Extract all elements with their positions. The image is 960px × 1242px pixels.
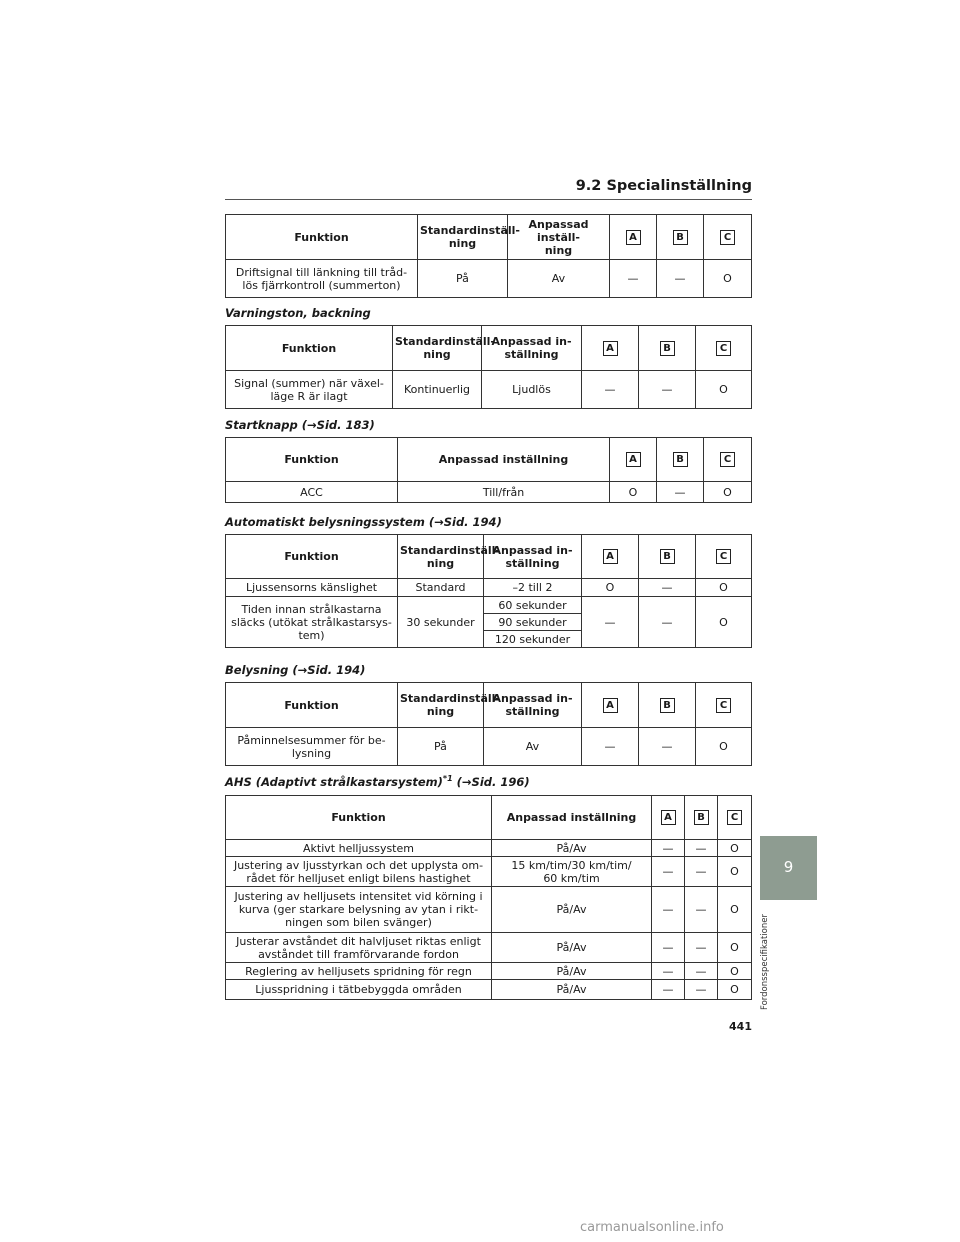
cell-c: O — [696, 597, 752, 648]
cell-c: O — [696, 579, 752, 597]
cell-anpassad: Av — [484, 728, 582, 766]
letter-b-icon: B — [660, 549, 675, 564]
letter-a-icon: A — [626, 230, 641, 245]
cell-standard: På — [418, 260, 508, 298]
cell-funktion: Reglering av helljusets spridning för regn — [226, 963, 492, 980]
col-funktion: Funktion — [226, 683, 398, 728]
col-funktion: Funktion — [226, 535, 398, 579]
cell-a: — — [582, 728, 639, 766]
table-row — [226, 840, 752, 857]
col-anpassad: Anpassad in- ställning — [484, 535, 582, 579]
section-title-text: AHS (Adaptivt strålkastarsystem) — [225, 774, 443, 789]
cell-funktion: Ljusspridning i tätbebyggda områden — [226, 980, 492, 1000]
section-title: Automatiskt belysningssystem (→Sid. 194) — [225, 515, 502, 529]
cell-a: — — [652, 980, 685, 1000]
watermark: carmanualsonline.info — [580, 1220, 724, 1235]
cell-funktion: Driftsignal till länkning till tråd- lös fjärrkontroll (summerton) — [226, 260, 418, 298]
col-anpassad: Anpassad inställning — [492, 796, 652, 840]
col-funktion: Funktion — [226, 215, 418, 260]
cell-anpassad: –2 till 2 — [484, 579, 582, 597]
col-standard: Standardinställ- ning — [398, 535, 484, 579]
cell-b: — — [639, 579, 696, 597]
cell-a: — — [652, 963, 685, 980]
cell-funktion: ACC — [226, 482, 398, 503]
cell-a: — — [652, 933, 685, 963]
cell-funktion: Justering av ljusstyrkan och det upplysta om- rådet för helljuset enligt bilens hastighet — [226, 857, 492, 887]
table-summerton — [225, 214, 752, 298]
cell-standard: På — [398, 728, 484, 766]
cell-funktion: Tiden innan strålkastarna släcks (utökat strålkastarsys- tem) — [226, 597, 398, 648]
table-row — [226, 482, 752, 503]
cell-c: O — [696, 371, 752, 409]
letter-b-icon: B — [660, 341, 675, 356]
footnote-marker: *1 — [442, 774, 453, 783]
cell-anpassad: På/Av — [492, 980, 652, 1000]
cell-b: — — [685, 887, 718, 933]
cell-c: O — [718, 840, 752, 857]
letter-c-icon: C — [727, 810, 742, 825]
cell-option: 120 sekunder — [484, 631, 582, 648]
letter-a-icon: A — [626, 452, 641, 467]
table-startknapp — [225, 437, 752, 503]
cell-standard: Standard — [398, 579, 484, 597]
cell-c: O — [718, 887, 752, 933]
cell-anpassad: 15 km/tim/30 km/tim/ 60 km/tim — [492, 857, 652, 887]
cell-anpassad: Till/från — [398, 482, 610, 503]
col-funktion: Funktion — [226, 326, 393, 371]
cell-b: — — [685, 980, 718, 1000]
cell-c: O — [696, 728, 752, 766]
cell-funktion: Ljussensorns känslighet — [226, 579, 398, 597]
cell-funktion: Aktivt helljussystem — [226, 840, 492, 857]
table-row — [226, 980, 752, 1000]
col-anpassad: Anpassad in- ställning — [484, 683, 582, 728]
cell-funktion: Justering av helljusets intensitet vid körning i kurva (ger starkare belysning av ytan i rikt- ningen som bilen svänger) — [226, 887, 492, 933]
cell-funktion: Signal (summer) när växel- läge R är ilagt — [226, 371, 393, 409]
section-title: Startknapp (→Sid. 183) — [225, 418, 375, 432]
cell-standard: 30 sekunder — [398, 597, 484, 648]
cell-c: O — [718, 980, 752, 1000]
table-row — [226, 597, 752, 614]
col-funktion: Funktion — [226, 796, 492, 840]
letter-b-icon: B — [673, 452, 688, 467]
table-row — [226, 728, 752, 766]
col-standard: Standardinställ- ning — [418, 215, 508, 260]
cell-b: — — [685, 857, 718, 887]
col-standard: Standardinställ- ning — [398, 683, 484, 728]
cell-anpassad: På/Av — [492, 963, 652, 980]
chapter-number: 9 — [783, 858, 794, 876]
section-header: 9.2 Specialinställning — [575, 178, 752, 194]
letter-c-icon: C — [720, 452, 735, 467]
cell-a: O — [582, 579, 639, 597]
cell-a: O — [610, 482, 657, 503]
letter-b-icon: B — [694, 810, 709, 825]
cell-funktion: Påminnelsesummer för be- lysning — [226, 728, 398, 766]
table-row — [226, 371, 752, 409]
cell-a: — — [610, 260, 657, 298]
section-title: Varningston, backning — [225, 306, 371, 320]
col-anpassad: Anpassad inställ- ning — [508, 215, 610, 260]
letter-c-icon: C — [720, 230, 735, 245]
table-ahs — [225, 795, 752, 1000]
header-rule — [225, 199, 752, 200]
letter-a-icon: A — [603, 341, 618, 356]
col-funktion: Funktion — [226, 438, 398, 482]
cell-b: — — [685, 933, 718, 963]
table-row — [226, 963, 752, 980]
col-anpassad: Anpassad inställning — [398, 438, 610, 482]
cell-funktion: Justerar avståndet dit halvljuset riktas enligt avståndet till framförvarande fordon — [226, 933, 492, 963]
cell-anpassad: På/Av — [492, 887, 652, 933]
cell-b: — — [639, 728, 696, 766]
col-anpassad: Anpassad in- ställning — [482, 326, 582, 371]
letter-b-icon: B — [673, 230, 688, 245]
letter-c-icon: C — [716, 549, 731, 564]
table-belysningssystem — [225, 534, 752, 648]
cell-b: — — [657, 260, 704, 298]
cell-a: — — [582, 371, 639, 409]
table-row — [226, 887, 752, 933]
col-standard: Standardinställ- ning — [393, 326, 482, 371]
cell-b: — — [685, 963, 718, 980]
table-row — [226, 260, 752, 298]
cell-anpassad: På/Av — [492, 933, 652, 963]
cell-c: O — [718, 963, 752, 980]
cell-a: — — [652, 857, 685, 887]
cell-option: 60 sekunder — [484, 597, 582, 614]
table-row — [226, 933, 752, 963]
cell-c: O — [704, 482, 752, 503]
cell-anpassad: Av — [508, 260, 610, 298]
table-varningston — [225, 325, 752, 409]
cell-b: — — [657, 482, 704, 503]
table-row — [226, 579, 752, 597]
letter-a-icon: A — [603, 549, 618, 564]
cell-b: — — [685, 840, 718, 857]
cell-c: O — [718, 857, 752, 887]
cell-b: — — [639, 597, 696, 648]
section-title — [225, 774, 530, 789]
cell-a: — — [652, 840, 685, 857]
letter-a-icon: A — [661, 810, 676, 825]
cell-c: O — [704, 260, 752, 298]
cell-b: — — [639, 371, 696, 409]
page-number: 441 — [729, 1020, 752, 1033]
letter-b-icon: B — [660, 698, 675, 713]
section-title-ref: (→Sid. 196) — [452, 774, 530, 789]
cell-standard: Kontinuerlig — [393, 371, 482, 409]
cell-a: — — [582, 597, 639, 648]
letter-c-icon: C — [716, 341, 731, 356]
cell-option: 90 sekunder — [484, 614, 582, 631]
table-belysning — [225, 682, 752, 766]
cell-a: — — [652, 887, 685, 933]
letter-c-icon: C — [716, 698, 731, 713]
table-row — [226, 857, 752, 887]
cell-anpassad: På/Av — [492, 840, 652, 857]
cell-c: O — [718, 933, 752, 963]
letter-a-icon: A — [603, 698, 618, 713]
chapter-label: Fordonsspecifikationer — [760, 914, 770, 1010]
cell-anpassad: Ljudlös — [482, 371, 582, 409]
section-title: Belysning (→Sid. 194) — [225, 663, 366, 677]
